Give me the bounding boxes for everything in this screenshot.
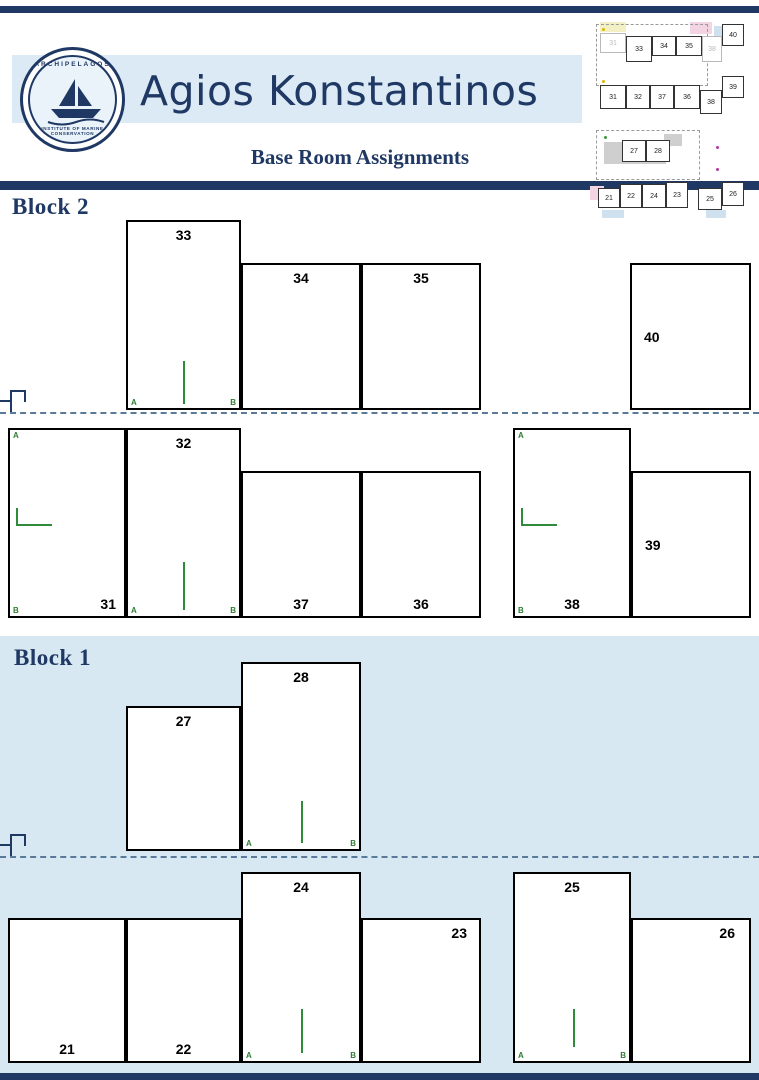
- minimap-room-number: 25: [706, 195, 714, 203]
- room-number: 35: [413, 270, 429, 286]
- minimap-room-number: 37: [658, 93, 666, 101]
- logo-top-text: ARCHIPELAGOS: [34, 61, 111, 68]
- minimap-room[interactable]: [700, 90, 722, 114]
- stair-mark: [24, 834, 26, 846]
- block1-floor-separator: [0, 856, 759, 858]
- room-number: 34: [293, 270, 309, 286]
- room-22[interactable]: [126, 918, 241, 1063]
- minimap-room[interactable]: [600, 33, 626, 53]
- stair-mark: [10, 390, 24, 392]
- minimap-room[interactable]: [722, 76, 744, 98]
- room-38[interactable]: [513, 428, 631, 618]
- room-26[interactable]: [631, 918, 751, 1063]
- stair-mark: [10, 834, 12, 856]
- minimap-room[interactable]: [698, 188, 722, 210]
- corner-marker-b: B: [518, 606, 524, 615]
- minimap-room[interactable]: [642, 184, 666, 208]
- corner-marker-a: A: [518, 1051, 524, 1060]
- minimap-room[interactable]: [600, 85, 626, 109]
- room-37[interactable]: [241, 471, 361, 618]
- room-33[interactable]: [126, 220, 241, 410]
- minimap-room-number: 27: [630, 147, 638, 155]
- room-number: 38: [564, 596, 580, 612]
- room-number: 39: [645, 536, 661, 553]
- minimap-room-number: 40: [729, 31, 737, 39]
- minimap-room-number: 39: [729, 83, 737, 91]
- corner-marker-a: A: [246, 839, 252, 848]
- block2-floor-separator: [0, 412, 759, 414]
- room-divider-mark: [301, 801, 303, 843]
- room-number: 24: [293, 879, 309, 895]
- minimap-room-number: 32: [634, 93, 642, 101]
- stair-mark: [0, 844, 10, 846]
- room-number: 31: [100, 596, 116, 612]
- room-divider-mark: [16, 508, 18, 524]
- minimap-room-number: 23: [673, 191, 681, 199]
- room-number: 32: [175, 435, 192, 451]
- minimap-room[interactable]: [666, 182, 688, 208]
- minimap-room-number: 36: [683, 93, 691, 101]
- minimap-room-number: 34: [660, 42, 668, 50]
- logo-bottom-text: INSTITUTE OF MARINE CONSERVATION: [41, 126, 104, 136]
- minimap-room[interactable]: [702, 36, 722, 62]
- minimap-room-number: 35: [685, 42, 693, 50]
- top-rail: [0, 6, 759, 13]
- minimap-room-number: 31: [609, 39, 617, 47]
- room-divider-mark: [301, 1009, 303, 1053]
- organization-logo: [20, 47, 125, 152]
- corner-marker-b: B: [230, 606, 236, 615]
- corner-marker-b: B: [350, 1051, 356, 1060]
- room-divider-mark: [16, 524, 52, 526]
- minimap-dot: [604, 136, 607, 139]
- room-28[interactable]: [241, 662, 361, 851]
- room-31[interactable]: [8, 428, 126, 618]
- room-divider-mark: [183, 361, 185, 404]
- minimap-room[interactable]: [626, 36, 652, 62]
- room-36[interactable]: [361, 471, 481, 618]
- corner-marker-b: B: [230, 398, 236, 407]
- room-27[interactable]: [126, 706, 241, 851]
- minimap-room[interactable]: [622, 140, 646, 162]
- stair-mark: [10, 390, 12, 412]
- minimap-dot: [716, 146, 719, 149]
- minimap-room[interactable]: [650, 85, 674, 109]
- room-divider-mark: [573, 1009, 575, 1047]
- room-39[interactable]: [631, 471, 751, 618]
- room-number: 37: [293, 596, 309, 612]
- page-title: Agios Konstantinos: [140, 67, 539, 115]
- stair-mark: [24, 390, 26, 402]
- minimap-room[interactable]: [646, 140, 670, 162]
- corner-marker-a: A: [13, 431, 19, 440]
- room-divider-mark: [521, 524, 557, 526]
- minimap-room[interactable]: [676, 36, 702, 56]
- block-1-label: Block 1: [14, 645, 91, 670]
- minimap-room-number: 38: [708, 45, 716, 53]
- minimap-room-number: 22: [627, 192, 635, 200]
- minimap-room[interactable]: [652, 36, 676, 56]
- stair-mark: [0, 400, 10, 402]
- stair-mark: [10, 834, 24, 836]
- corner-marker-b: B: [620, 1051, 626, 1060]
- corner-marker-a: A: [518, 431, 524, 440]
- site-minimap: [586, 18, 752, 225]
- room-number: 40: [644, 328, 660, 345]
- room-35[interactable]: [361, 263, 481, 410]
- room-divider-mark: [183, 562, 185, 610]
- minimap-room[interactable]: [722, 182, 744, 206]
- minimap-dot: [602, 28, 605, 31]
- minimap-room-number: 38: [707, 98, 715, 106]
- minimap-tint: [706, 210, 726, 218]
- room-21[interactable]: [8, 918, 126, 1063]
- minimap-room[interactable]: [626, 85, 650, 109]
- room-34[interactable]: [241, 263, 361, 410]
- page-subtitle: Base Room Assignments: [250, 145, 470, 169]
- minimap-room[interactable]: [598, 188, 620, 208]
- room-number: 23: [451, 925, 467, 941]
- minimap-room[interactable]: [722, 24, 744, 46]
- room-number: 33: [175, 227, 192, 243]
- room-number: 21: [59, 1041, 75, 1057]
- corner-marker-b: B: [350, 839, 356, 848]
- room-divider-mark: [521, 508, 523, 524]
- room-25[interactable]: [513, 872, 631, 1063]
- room-number: 36: [413, 596, 429, 612]
- room-23[interactable]: [361, 918, 481, 1063]
- block-2-label: Block 2: [12, 194, 89, 219]
- sailboat-icon: [45, 76, 107, 126]
- minimap-room-number: 24: [650, 192, 658, 200]
- corner-marker-a: A: [246, 1051, 252, 1060]
- room-24[interactable]: [241, 872, 361, 1063]
- room-number: 25: [564, 879, 580, 895]
- room-number: 27: [175, 713, 192, 729]
- minimap-dot: [716, 168, 719, 171]
- minimap-dot: [602, 80, 605, 83]
- minimap-room[interactable]: [674, 85, 700, 109]
- minimap-room-number: 26: [729, 190, 737, 198]
- room-number: 28: [293, 669, 309, 685]
- minimap-room[interactable]: [620, 184, 642, 208]
- corner-marker-a: A: [131, 606, 137, 615]
- room-number: 22: [175, 1041, 192, 1057]
- room-32[interactable]: [126, 428, 241, 618]
- minimap-tint: [602, 210, 624, 218]
- room-number: 26: [719, 925, 735, 941]
- corner-marker-b: B: [13, 606, 19, 615]
- minimap-room-number: 21: [605, 194, 613, 202]
- bottom-rail: [0, 1073, 759, 1080]
- minimap-room-number: 31: [609, 93, 617, 101]
- minimap-room-number: 28: [654, 147, 662, 155]
- room-40[interactable]: [630, 263, 751, 410]
- minimap-room-number: 33: [635, 45, 643, 53]
- corner-marker-a: A: [131, 398, 137, 407]
